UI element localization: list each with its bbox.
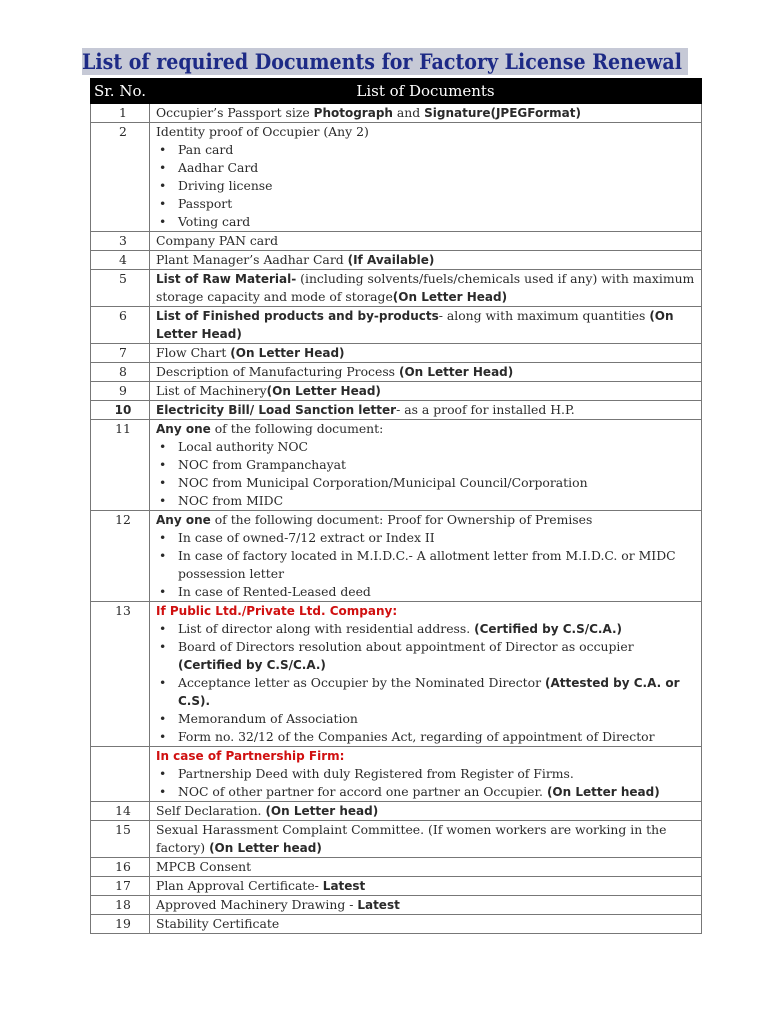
list-item: [156, 583, 701, 601]
document-title: [82, 48, 688, 75]
document-description: [150, 401, 702, 420]
bold-fragment: (Certified by C.S/C.A.): [178, 658, 326, 672]
list-item: [156, 674, 701, 710]
table-row: [91, 747, 702, 802]
bullet-list: [156, 765, 701, 801]
serial-number: 16: [91, 858, 150, 877]
document-description: [150, 511, 702, 602]
section-heading: If Public Ltd./Private Ltd. Company:: [156, 604, 398, 618]
table-row: [91, 802, 702, 821]
sr-no-header: Sr. No.: [91, 79, 150, 104]
document-text: [156, 363, 701, 381]
bold-fragment: Any one: [156, 422, 211, 436]
serial-number: 3: [91, 232, 150, 251]
text-fragment: - along with maximum quantities: [438, 308, 650, 323]
table-row: [91, 363, 702, 382]
text-fragment: Flow Chart: [156, 345, 231, 360]
bullet-list: [156, 141, 701, 231]
document-text: [156, 858, 701, 876]
bold-fragment: Any one: [156, 513, 211, 527]
text-fragment: Pan card: [178, 142, 234, 157]
document-text: [156, 307, 701, 343]
document-description: [150, 602, 702, 747]
list-item: [156, 438, 701, 456]
document-description: [150, 123, 702, 232]
document-description: [150, 802, 702, 821]
text-fragment: NOC from Municipal Corporation/Municipal Council/Corporation: [178, 475, 588, 490]
bold-fragment: (On Letter head): [546, 785, 660, 799]
document-description: [150, 821, 702, 858]
bold-fragment: (On Letter head): [209, 841, 322, 855]
serial-number: 11: [91, 420, 150, 511]
text-fragment: - as a proof for installed H.P.: [396, 402, 575, 417]
bold-fragment: (On Letter Head): [392, 290, 508, 304]
text-fragment: Occupier’s Passport size: [156, 105, 314, 120]
table-row: [91, 602, 702, 747]
text-fragment: NOC of other partner for accord one partner an Occupier.: [178, 784, 547, 799]
list-item: [156, 529, 701, 547]
document-description: [150, 858, 702, 877]
list-item: [156, 195, 701, 213]
table-row: [91, 344, 702, 363]
document-text: [156, 602, 701, 620]
serial-number: 10: [91, 401, 150, 420]
serial-number: 19: [91, 915, 150, 934]
serial-number: 6: [91, 307, 150, 344]
document-description: [150, 877, 702, 896]
text-fragment: In case of Rented-Leased deed: [178, 584, 371, 599]
table-row: [91, 251, 702, 270]
document-text: [156, 747, 701, 765]
list-item: [156, 783, 701, 801]
text-fragment: Partnership Deed with duly Registered from Register of Firms.: [178, 766, 574, 781]
text-fragment: of the following document:: [210, 421, 384, 436]
list-item: [156, 710, 701, 728]
table-row: [91, 270, 702, 307]
text-fragment: Board of Directors resolution about appointment of Director as occupier: [178, 639, 634, 654]
document-text: [156, 915, 701, 933]
bullet-list: [156, 529, 701, 601]
text-fragment: NOC from MIDC: [178, 493, 284, 508]
bullet-list: [156, 438, 701, 510]
text-fragment: Plan Approval Certificate-: [156, 878, 323, 893]
text-fragment: of the following document: Proof for Ownership of Premises: [210, 512, 593, 527]
table-row: [91, 420, 702, 511]
document-text: [156, 877, 701, 895]
text-fragment: Voting card: [178, 214, 251, 229]
bold-fragment: Latest: [357, 898, 400, 912]
document-text: [156, 270, 701, 306]
bold-fragment: (On Letter Head): [266, 384, 381, 398]
serial-number: 17: [91, 877, 150, 896]
text-fragment: Plant Manager’s Aadhar Card: [156, 252, 348, 267]
document-title-text: List of required Documents for Factory License Renewal: [82, 49, 682, 74]
bold-fragment: Signature(JPEGFormat): [424, 106, 581, 120]
serial-number: 2: [91, 123, 150, 232]
bold-fragment: Photograph: [313, 106, 393, 120]
serial-number: 5: [91, 270, 150, 307]
list-item: [156, 547, 701, 583]
table-row: [91, 858, 702, 877]
document-description: [150, 344, 702, 363]
table-row: [91, 104, 702, 123]
list-item: [156, 159, 701, 177]
table-row: [91, 877, 702, 896]
bold-fragment: (On Letter head): [265, 804, 379, 818]
document-description: [150, 382, 702, 401]
serial-number: 9: [91, 382, 150, 401]
document-text: [156, 802, 701, 820]
table-row: [91, 401, 702, 420]
document-text: [156, 123, 701, 141]
table-row: [91, 896, 702, 915]
document-text: [156, 251, 701, 269]
document-text: [156, 420, 701, 438]
table-body: [91, 104, 702, 934]
text-fragment: List of director along with residential address.: [178, 621, 475, 636]
table-row: [91, 511, 702, 602]
documents-header: List of Documents: [150, 79, 702, 104]
table-row: [91, 382, 702, 401]
text-fragment: Company PAN card: [156, 233, 279, 248]
table-row: [91, 123, 702, 232]
text-fragment: MPCB Consent: [156, 859, 252, 874]
list-item: [156, 141, 701, 159]
text-fragment: Description of Manufacturing Process: [156, 364, 399, 379]
text-fragment: Local authority NOC: [178, 439, 308, 454]
text-fragment: Passport: [178, 196, 233, 211]
list-item: [156, 620, 701, 638]
text-fragment: Identity proof of Occupier (Any 2): [156, 124, 369, 139]
document-text: [156, 344, 701, 362]
serial-number: 15: [91, 821, 150, 858]
bold-fragment: Latest: [322, 879, 366, 893]
documents-table: [90, 78, 702, 934]
document-text: [156, 382, 701, 400]
text-fragment: Stability Certificate: [156, 916, 280, 931]
document-text: [156, 511, 701, 529]
bold-fragment: (On Letter Head): [156, 309, 674, 341]
document-text: [156, 821, 701, 857]
document-description: [150, 747, 702, 802]
serial-number: [91, 747, 150, 802]
text-fragment: Driving license: [178, 178, 273, 193]
list-item: [156, 456, 701, 474]
serial-number: 8: [91, 363, 150, 382]
serial-number: 12: [91, 511, 150, 602]
text-fragment: List of Machinery: [156, 383, 267, 398]
document-text: [156, 401, 701, 419]
serial-number: 14: [91, 802, 150, 821]
text-fragment: Aadhar Card: [178, 160, 259, 175]
serial-number: 1: [91, 104, 150, 123]
table-header-row: [91, 79, 702, 104]
document-description: [150, 307, 702, 344]
bold-fragment: (Attested by C.A. or C.S).: [178, 676, 680, 708]
text-fragment: In case of owned-7/12 extract or Index II: [178, 530, 435, 545]
text-fragment: (including solvents/fuels/chemicals used if any) with maximum storage capacity and mode of storage: [156, 271, 695, 304]
list-item: [156, 638, 701, 674]
bold-fragment: List of Finished products and by-products: [156, 309, 439, 323]
text-fragment: NOC from Grampanchayat: [178, 457, 347, 472]
document-description: [150, 420, 702, 511]
text-fragment: Sexual Harassment Complaint Committee. (If women workers are working in the factory): [156, 822, 667, 855]
serial-number: 13: [91, 602, 150, 747]
text-fragment: Self Declaration.: [156, 803, 266, 818]
bold-fragment: (On Letter Head): [398, 365, 514, 379]
list-item: [156, 492, 701, 510]
document-description: [150, 363, 702, 382]
serial-number: 4: [91, 251, 150, 270]
document-description: [150, 896, 702, 915]
list-item: [156, 728, 701, 746]
document-description: [150, 915, 702, 934]
document-text: [156, 896, 701, 914]
table-row: [91, 232, 702, 251]
bold-fragment: List of Raw Material-: [156, 272, 297, 286]
text-fragment: Form no. 32/12 of the Companies Act, regarding of appointment of Director: [178, 729, 655, 744]
section-heading: In case of Partnership Firm:: [156, 749, 345, 763]
text-fragment: Acceptance letter as Occupier by the Nominated Director: [178, 675, 545, 690]
bullet-list: [156, 620, 701, 746]
serial-number: 7: [91, 344, 150, 363]
bold-fragment: Electricity Bill/ Load Sanction letter: [156, 403, 397, 417]
document-text: [156, 232, 701, 250]
document-text: [156, 104, 701, 122]
table-row: [91, 307, 702, 344]
serial-number: 18: [91, 896, 150, 915]
list-item: [156, 474, 701, 492]
bold-fragment: (On Letter Head): [230, 346, 345, 360]
list-item: [156, 177, 701, 195]
document-description: [150, 251, 702, 270]
list-item: [156, 213, 701, 231]
text-fragment: In case of factory located in M.I.D.C.- A allotment letter from M.I.D.C. or MIDC possession letter: [178, 548, 676, 581]
text-fragment: and: [392, 105, 425, 120]
bold-fragment: (If Available): [347, 253, 435, 267]
document-description: [150, 232, 702, 251]
table-row: [91, 821, 702, 858]
document-description: [150, 104, 702, 123]
text-fragment: Memorandum of Association: [178, 711, 358, 726]
table-row: [91, 915, 702, 934]
text-fragment: Approved Machinery Drawing -: [156, 897, 358, 912]
list-item: [156, 765, 701, 783]
bold-fragment: (Certified by C.S/C.A.): [474, 622, 623, 636]
document-description: [150, 270, 702, 307]
